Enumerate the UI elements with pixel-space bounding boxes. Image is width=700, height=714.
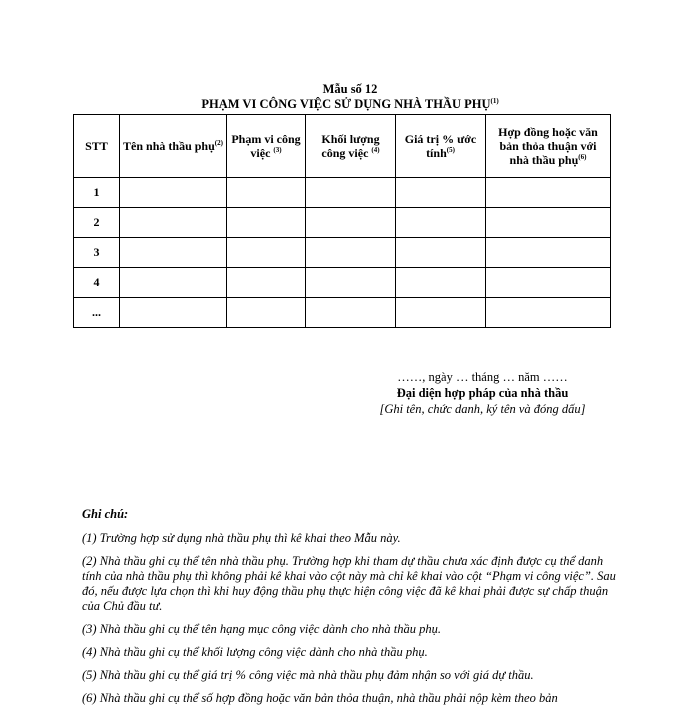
- cell-estimated-percent[interactable]: [396, 208, 486, 238]
- signature-date-line: ……, ngày … tháng … năm ……: [397, 370, 568, 384]
- header-contract: [486, 115, 611, 178]
- cell-work-scope[interactable]: [227, 208, 306, 238]
- cell-stt: 4: [74, 268, 120, 298]
- cell-subcontractor-name[interactable]: [120, 178, 227, 208]
- subcontractor-table: [73, 114, 611, 328]
- cell-work-scope[interactable]: [227, 238, 306, 268]
- header-ref: (4): [371, 146, 380, 154]
- header-subcontractor-name-label: Tên nhà thầu phụ: [123, 139, 215, 153]
- header-stt: [74, 115, 120, 178]
- header-ref: (6): [578, 153, 587, 161]
- note-item: (3) Nhà thầu ghi cụ thể tên hạng mục công việc dành cho nhà thầu phụ.: [82, 622, 441, 636]
- cell-contract[interactable]: [486, 208, 611, 238]
- cell-contract[interactable]: [486, 178, 611, 208]
- table-row: [74, 208, 611, 238]
- table-row: [74, 238, 611, 268]
- note-item: (1) Trường hợp sử dụng nhà thầu phụ thì kê khai theo Mẫu này.: [82, 531, 401, 545]
- form-number: Mẫu số 12: [322, 82, 378, 96]
- cell-work-scope[interactable]: [227, 298, 306, 328]
- signature-block: [355, 369, 610, 417]
- header-work-scope-label: Phạm vi công việc: [231, 132, 301, 160]
- table-row: [74, 298, 611, 328]
- table-header-row: [74, 115, 611, 178]
- note-item: (4) Nhà thầu ghi cụ thể khối lượng công việc dành cho nhà thầu phụ.: [82, 645, 428, 659]
- cell-work-scope[interactable]: [227, 268, 306, 298]
- cell-subcontractor-name[interactable]: [120, 238, 227, 268]
- notes-heading: Ghi chú:: [82, 507, 129, 521]
- header-ref: (3): [273, 146, 282, 154]
- form-title-text: PHẠM VI CÔNG VIỆC SỬ DỤNG NHÀ THẦU PHỤ: [201, 97, 491, 111]
- table-row: [74, 178, 611, 208]
- note-item: (6) Nhà thầu ghi cụ thể số hợp đồng hoặc văn bản thỏa thuận, nhà thầu phải nộp kèm theo bản: [82, 691, 558, 705]
- note-item: (5) Nhà thầu ghi cụ thể giá trị % công việc mà nhà thầu phụ đảm nhận so với giá dự thầu.: [82, 668, 534, 682]
- cell-subcontractor-name[interactable]: [120, 208, 227, 238]
- cell-work-volume[interactable]: [306, 238, 396, 268]
- header-ref: (2): [214, 139, 223, 147]
- header-work-scope: [227, 115, 306, 178]
- header-work-volume: [306, 115, 396, 178]
- header-ref: (5): [446, 146, 455, 154]
- notes-section: [82, 507, 620, 714]
- cell-estimated-percent[interactable]: [396, 238, 486, 268]
- cell-contract[interactable]: [486, 268, 611, 298]
- cell-stt: 3: [74, 238, 120, 268]
- cell-work-volume[interactable]: [306, 268, 396, 298]
- cell-subcontractor-name[interactable]: [120, 298, 227, 328]
- cell-work-scope[interactable]: [227, 178, 306, 208]
- header-stt-label: STT: [85, 139, 108, 153]
- note-item: (2) Nhà thầu ghi cụ thể tên nhà thầu phụ. Trường hợp khi tham dự thầu chưa xác định được cụ thể danh tính của nhà thầu phụ thì không phải kê khai vào cột này mà chỉ kê khai vào cột “Phạm vi công việc”. Sau đó, nếu được lựa chọn thì khi huy động thầu phụ thực hiện công việc đã kê khai phải được sự chấp thuận của Chủ đầu tư.: [82, 554, 616, 613]
- cell-estimated-percent[interactable]: [396, 298, 486, 328]
- header-estimated-percent-label: Giá trị % ước tính: [404, 132, 477, 160]
- cell-estimated-percent[interactable]: [396, 178, 486, 208]
- form-title: [0, 97, 700, 112]
- header-contract-label: Hợp đồng hoặc văn bản thỏa thuận với nhà thầu phụ: [498, 125, 598, 167]
- header-work-volume-label: Khối lượng công việc: [321, 132, 380, 160]
- cell-work-volume[interactable]: [306, 298, 396, 328]
- cell-work-volume[interactable]: [306, 208, 396, 238]
- table-row: [74, 268, 611, 298]
- cell-contract[interactable]: [486, 298, 611, 328]
- cell-contract[interactable]: [486, 238, 611, 268]
- cell-stt: 1: [74, 178, 120, 208]
- signature-title: Đại diện hợp pháp của nhà thầu: [396, 386, 569, 400]
- cell-stt: 2: [74, 208, 120, 238]
- header-subcontractor-name: [120, 115, 227, 178]
- form-title-ref: (1): [490, 96, 499, 105]
- cell-subcontractor-name[interactable]: [120, 268, 227, 298]
- header-estimated-percent: [396, 115, 486, 178]
- cell-stt: ...: [74, 298, 120, 328]
- cell-work-volume[interactable]: [306, 178, 396, 208]
- signature-instruction: [Ghi tên, chức danh, ký tên và đóng dấu]: [379, 402, 586, 416]
- cell-estimated-percent[interactable]: [396, 268, 486, 298]
